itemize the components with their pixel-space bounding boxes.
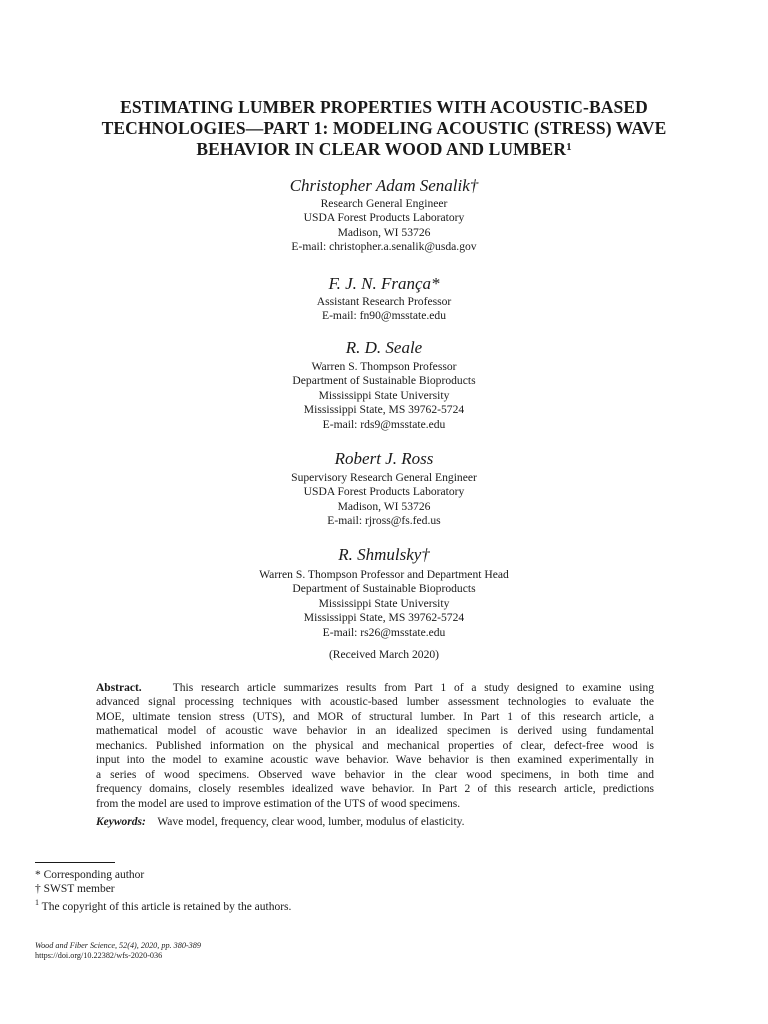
abstract-line: mathematical model of acoustic wave behavior in an idealized specimen is derived using fundamental	[96, 725, 654, 738]
abstract-line: from the model are used to improve estimation of the UTS of wood specimens.	[96, 797, 461, 810]
author-affiliation-2	[0, 295, 768, 324]
author-email[interactable]: E-mail: fn90@msstate.edu	[321, 309, 446, 323]
abstract-line: a series of wood specimens. Observed wave behavior in the clear wood specimens, in both time and	[96, 768, 654, 781]
keywords-label: Keywords:	[96, 816, 146, 828]
affiliation-line: Mississippi State University	[318, 388, 450, 402]
author-affiliation-3	[0, 360, 768, 432]
author-email[interactable]: E-mail: rs26@msstate.edu	[322, 625, 446, 639]
affiliation-line: Mississippi State University	[318, 596, 450, 610]
received-date: (Received March 2020)	[328, 648, 440, 661]
abstract-line: frequency domains, closely resembles idealized wave behavior. In Part 2 of this research article, predictions	[96, 783, 654, 796]
author-affiliation-5	[0, 568, 768, 640]
title-footnote-mark: 1	[566, 141, 572, 153]
doi-link[interactable]: https://doi.org/10.22382/wfs-2020-036	[35, 951, 163, 960]
author-name-4: Robert J. Ross	[334, 449, 434, 468]
affiliation-line: Mississippi State, MS 39762-5724	[303, 403, 465, 417]
footnote-copyright-mark: 1	[35, 898, 39, 907]
affiliation-line: Mississippi State, MS 39762-5724	[303, 611, 465, 625]
journal-citation: Wood and Fiber Science, 52(4), 2020, pp. 380-389	[35, 941, 201, 950]
keywords	[96, 816, 465, 828]
author-name-5: R. Shmulsky†	[338, 545, 430, 564]
affiliation-line: Research General Engineer	[320, 197, 448, 210]
author-email[interactable]: E-mail: rds9@msstate.edu	[322, 417, 446, 431]
affiliation-line: Warren S. Thompson Professor	[311, 360, 457, 373]
paper-title	[40, 97, 728, 160]
abstract	[96, 681, 654, 811]
footnote-divider	[35, 862, 115, 863]
abstract-line: input into the model to examine acoustic wave behavior. Wave behavior is then examined experimentally in	[96, 754, 654, 767]
footnote-copyright-text: The copyright of this article is retained by the authors.	[39, 900, 292, 913]
title-line-3-text: BEHAVIOR IN CLEAR WOOD AND LUMBER	[196, 139, 567, 159]
keywords-text: Wave model, frequency, clear wood, lumber, modulus of elasticity.	[157, 816, 465, 828]
abstract-line: MOE, ultimate tension stress (UTS), and MOR of structural lumber. In Part 1 of this research article, a	[96, 710, 654, 723]
title-line-1: ESTIMATING LUMBER PROPERTIES WITH ACOUSTIC-BASED	[120, 97, 648, 117]
author-name-3: R. D. Seale	[345, 338, 423, 357]
abstract-label: Abstract.	[96, 682, 142, 694]
affiliation-line: USDA Forest Products Laboratory	[303, 485, 465, 499]
affiliation-line: Assistant Research Professor	[316, 295, 452, 308]
author-email[interactable]: E-mail: rjross@fs.fed.us	[327, 514, 441, 528]
footnote-swst: † SWST member	[35, 882, 115, 895]
affiliation-line: Supervisory Research General Engineer	[291, 471, 477, 484]
author-affiliation-4	[0, 471, 768, 529]
affiliation-line: USDA Forest Products Laboratory	[303, 211, 465, 225]
title-line-3	[40, 139, 728, 160]
affiliation-line: Warren S. Thompson Professor and Department Head	[259, 568, 509, 581]
author-name-1: Christopher Adam Senalik†	[289, 176, 479, 195]
footnote-corresponding: * Corresponding author	[35, 869, 145, 881]
author-name-2: F. J. N. França*	[328, 274, 440, 293]
abstract-text: This research article summarizes results from Part 1 of a study designed to examine using	[172, 682, 655, 694]
author-affiliation-1	[0, 197, 768, 255]
affiliation-line: Madison, WI 53726	[337, 225, 431, 239]
abstract-line: advanced signal processing techniques with acoustic-based lumber assessment technologies to evaluate the	[96, 696, 654, 709]
affiliation-line: Department of Sustainable Bioproducts	[292, 374, 476, 388]
footnotes	[35, 869, 291, 914]
affiliation-line: Madison, WI 53726	[337, 499, 431, 513]
affiliation-line: Department of Sustainable Bioproducts	[292, 582, 476, 596]
abstract-line-1	[96, 681, 654, 695]
author-email[interactable]: E-mail: christopher.a.senalik@usda.gov	[291, 240, 477, 254]
title-line-2: TECHNOLOGIES—PART 1: MODELING ACOUSTIC (STRESS) WAVE	[101, 118, 667, 138]
abstract-line: mechanics. Published information on the physical and mechanical properties of clear, defect-free wood is	[96, 739, 654, 752]
footnote-copyright	[35, 896, 291, 914]
